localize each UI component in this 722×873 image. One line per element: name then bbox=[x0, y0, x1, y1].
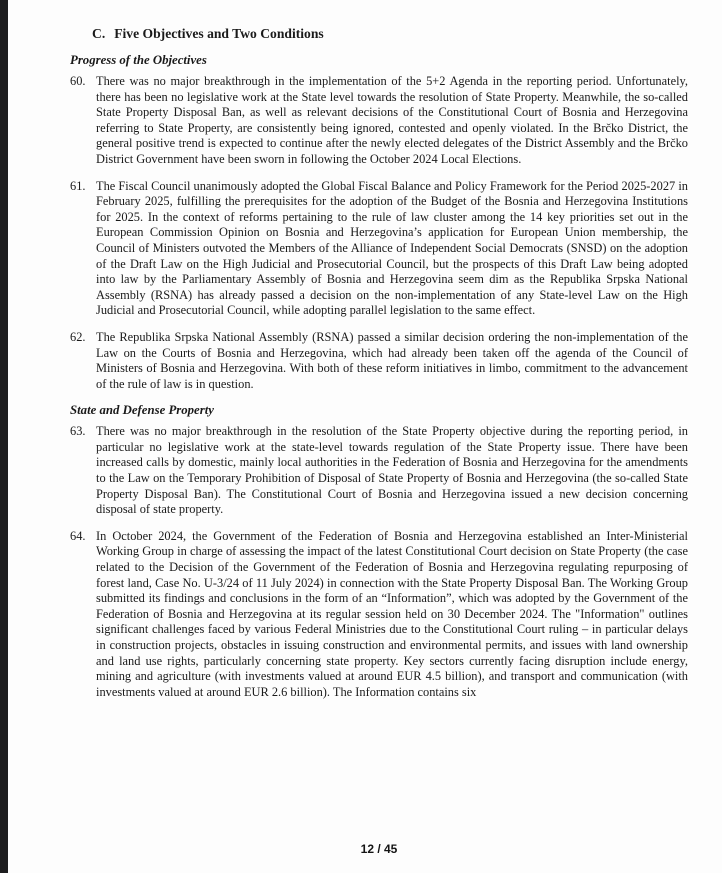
paragraph-text: In October 2024, the Government of the Federation of Bosnia and Herzegovina established an Inter-Ministerial Working Group in charge of assessing the impact of the latest Constitutional Court decision on State Property (the case related to the Decision of the Government of the Federation of Bosnia and Herzegovina regulating repurposing of forest land, Case No. U-3/24 of 11 July 2024) in connection with the State Property Disposal Ban. The Working Group submitted its findings and conclusions in the form of an “Information”, which was adopted by the Government of the Federation of Bosnia and Herzegovina at its regular session held on 30 December 2024. The "Information" outlines significant challenges faced by various Federal Ministries due to the Constitutional Court ruling – in particular delays in construction projects, obstacles in issuing construction and environmental permits, and issues with land ownership and land use rights, particularly concerning state property. Key sectors currently facing disruption include energy, mining and agriculture (with investments valued at around EUR 4.5 billion), and transport and communication (with investments valued at around EUR 2.6 billion). The Information contains six bbox=[96, 528, 688, 699]
paragraph-item-62 bbox=[70, 330, 688, 392]
paragraph-item-63 bbox=[70, 424, 688, 518]
paragraph-number: 60. bbox=[70, 74, 86, 88]
section-heading-title: Five Objectives and Two Conditions bbox=[114, 26, 324, 41]
document-page bbox=[8, 0, 722, 873]
left-edge-strip bbox=[0, 0, 8, 873]
paragraph-item-61 bbox=[70, 179, 688, 319]
paragraph-text: The Fiscal Council unanimously adopted the Global Fiscal Balance and Policy Framework for the Period 2025-2027 in February 2025, fulfilling the prerequisites for the adoption of the Budget of the Bosnia and Herzegovina Institutions for 2025. In the context of reforms pertaining to the rule of law cluster among the 14 key priorities set out in the European Commission Opinion on Bosnia and Herzegovina’s application for European Union membership, the Council of Ministers outvoted the Members of the Alliance of Independent Social Democrats (SNSD) on the adoption of the Draft Law on the High Judicial and Prosecutorial Council, but the prospects of this Draft Law being adopted into law by the Parliamentary Assembly of Bosnia and Herzegovina seem dim as the Republika Srpska National Assembly (RSNA) has already passed a decision on the non-implementation of any State-level Law on the High Judicial and Prosecutorial Council, while adopting parallel legislation to the same effect. bbox=[96, 178, 688, 318]
section-heading-prefix: C. bbox=[92, 26, 106, 41]
page-number: 12 / 45 bbox=[360, 842, 398, 856]
subheading-progress-of-objectives: Progress of the Objectives bbox=[70, 53, 207, 67]
paragraph-number: 62. bbox=[70, 329, 86, 344]
paragraph-text: There was no major breakthrough in the implementation of the 5+2 Agenda in the reporting period. Unfortunately, there has been no legislative work at the State level towards the resolution of State Property. Meanwhile, the so-called State Property Disposal Ban, as well as relevant decisions of the Constitutional Court of Bosnia and Herzegovina referring to State Property, are consistently being ignored, contested and openly violated. In the Brčko District, the general positive trend is expected to continue after the newly elected delegates of the District Assembly and the Brčko District Government have been sworn in following the October 2024 Local Elections. bbox=[96, 74, 688, 166]
paragraph-text: There was no major breakthrough in the resolution of the State Property objective during the reporting period, in particular no legislative work at the state-level towards regulation of the State Property issue. There have been increased calls by domestic, mainly local authorities in the Federation of Bosnia and Herzegovina for the amendments to the Law on the Temporary Prohibition of Disposal of State Property of Bosnia and Herzegovina (the so-called State Property Disposal Ban). The Constitutional Court of Bosnia and Herzegovina issued a new decision concerning disposal of state property. bbox=[96, 424, 688, 517]
paragraph-number: 64. bbox=[70, 528, 86, 543]
subheading-state-and-defense-property: State and Defense Property bbox=[70, 403, 214, 418]
paragraph-number: 61. bbox=[70, 178, 86, 193]
paragraph-item-60 bbox=[70, 74, 688, 168]
paragraph-number: 63. bbox=[70, 424, 86, 439]
paragraph-item-64 bbox=[70, 529, 688, 701]
paragraph-text: The Republika Srpska National Assembly (RSNA) passed a similar decision ordering the non-implementation of the Law on the Courts of Bosnia and Herzegovina, which had already been taken off the agenda of the Council of Ministers of Bosnia and Herzegovina. With both of these reform initiatives in limbo, commitment to the advancement of the rule of law is in question. bbox=[96, 329, 688, 391]
section-heading bbox=[92, 26, 688, 42]
